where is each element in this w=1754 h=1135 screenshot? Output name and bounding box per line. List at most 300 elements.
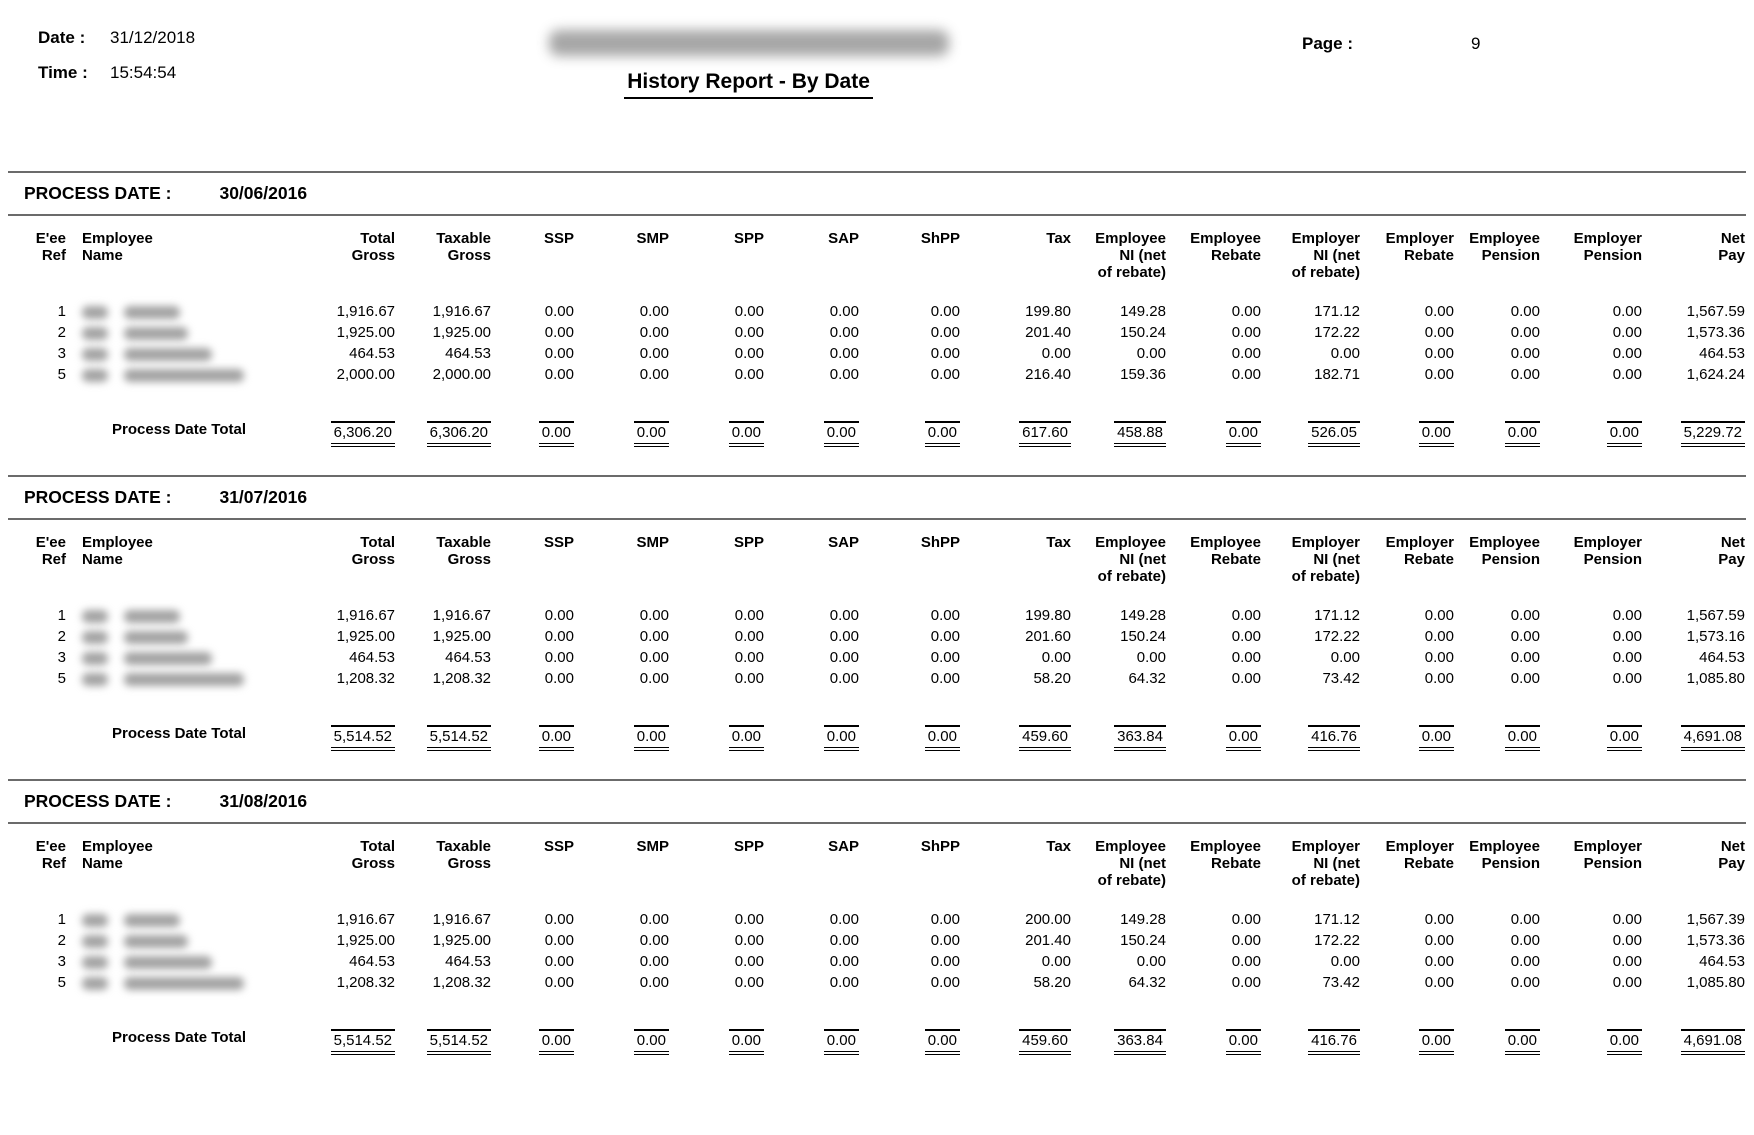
total-cell	[1071, 1029, 1166, 1055]
column-header-line: Taxable	[436, 230, 491, 247]
column-header-line: Pension	[1481, 247, 1540, 264]
total-value: 4,691.08	[1681, 1029, 1745, 1055]
column-header	[1454, 534, 1540, 585]
column-header	[8, 534, 78, 585]
name-blur	[82, 306, 108, 319]
column-header-line: ShPP	[920, 838, 960, 855]
cell: 64.32	[1128, 670, 1166, 687]
column-header-line: SAP	[828, 534, 859, 551]
name-blur	[124, 306, 180, 319]
employee-row	[8, 647, 1746, 668]
cell: 0.00	[544, 628, 574, 645]
cell: 0.00	[1041, 345, 1071, 362]
cell: 464.53	[1699, 345, 1745, 362]
name-blur	[124, 673, 244, 686]
column-header	[960, 838, 1071, 889]
column-header-line: Taxable	[436, 534, 491, 551]
name-blur	[124, 610, 180, 623]
total-cell	[574, 421, 669, 447]
cell: 0.00	[1510, 366, 1540, 383]
cell: 149.28	[1120, 607, 1166, 624]
cell: 0.00	[829, 953, 859, 970]
cell: 0.00	[1510, 324, 1540, 341]
total-cell	[1261, 1029, 1360, 1055]
cell: 0.00	[639, 670, 669, 687]
column-header	[8, 230, 78, 281]
total-cell	[669, 725, 764, 751]
cell: 150.24	[1120, 932, 1166, 949]
cell: 0.00	[1231, 366, 1261, 383]
cell: 0.00	[639, 932, 669, 949]
column-header	[574, 838, 669, 889]
column-header-line: Pay	[1718, 551, 1745, 568]
cell: 0.00	[1510, 974, 1540, 991]
column-header-line: Gross	[447, 551, 491, 568]
column-header	[764, 534, 859, 585]
column-header	[669, 230, 764, 281]
total-cell	[258, 421, 395, 447]
column-header-line: Rebate	[1403, 855, 1454, 872]
total-cell	[960, 421, 1071, 447]
employee-row	[8, 951, 1746, 972]
cell: 58.20	[1033, 670, 1071, 687]
column-header	[669, 838, 764, 889]
column-header-line: Total	[360, 534, 395, 551]
total-label: Process Date Total	[112, 1029, 246, 1046]
total-value: 0.00	[925, 421, 960, 447]
cell: 0.00	[1231, 911, 1261, 928]
cell: 0.00	[1510, 303, 1540, 320]
column-header	[258, 838, 395, 889]
total-cell	[764, 1029, 859, 1055]
column-header	[1540, 534, 1642, 585]
page-label: Page :	[1302, 34, 1354, 53]
cell: 464.53	[1699, 953, 1745, 970]
column-header	[78, 534, 258, 585]
date-label: Date :	[38, 28, 86, 47]
total-cell	[491, 1029, 574, 1055]
employee-row	[8, 626, 1746, 647]
total-value: 416.76	[1308, 725, 1360, 751]
cell: 0.00	[1330, 345, 1360, 362]
cell: 0.00	[1510, 345, 1540, 362]
column-header	[1454, 838, 1540, 889]
column-header	[395, 230, 491, 281]
cell: 1,916.67	[432, 911, 491, 928]
name-blur	[124, 956, 212, 969]
total-cell	[1166, 421, 1261, 447]
cell: 0.00	[930, 911, 960, 928]
column-header-line: Total	[360, 838, 395, 855]
cell: 1,208.32	[432, 974, 491, 991]
cell: 1,208.32	[336, 670, 395, 687]
employee-ref: 3	[57, 953, 66, 970]
cell: 464.53	[445, 345, 491, 362]
total-value: 0.00	[1505, 1029, 1540, 1055]
employee-rows	[8, 909, 1746, 993]
cell: 0.00	[544, 324, 574, 341]
total-cell	[960, 725, 1071, 751]
column-header-line: Rebate	[1403, 247, 1454, 264]
cell: 1,208.32	[432, 670, 491, 687]
cell: 0.00	[1424, 345, 1454, 362]
cell: 0.00	[1510, 670, 1540, 687]
column-header-line: SSP	[543, 230, 574, 247]
cell: 2,000.00	[336, 366, 395, 383]
name-blur	[124, 631, 188, 644]
total-value: 5,514.52	[427, 1029, 491, 1055]
column-header-row	[8, 230, 1746, 281]
column-header-line: NI (net	[1313, 247, 1360, 264]
column-header	[764, 838, 859, 889]
total-value: 0.00	[824, 725, 859, 751]
cell: 0.00	[1424, 628, 1454, 645]
cell: 464.53	[349, 649, 395, 666]
cell: 0.00	[1612, 345, 1642, 362]
cell: 0.00	[829, 607, 859, 624]
column-header	[1642, 230, 1745, 281]
column-header-row	[8, 838, 1746, 889]
total-cell	[1540, 1029, 1642, 1055]
column-header-line: SPP	[733, 230, 764, 247]
column-header-line: NI (net	[1119, 551, 1166, 568]
cell: 0.00	[544, 911, 574, 928]
column-header	[1360, 230, 1454, 281]
cell: 0.00	[829, 366, 859, 383]
column-header-line: ShPP	[920, 230, 960, 247]
cell: 0.00	[930, 303, 960, 320]
total-cell	[1360, 1029, 1454, 1055]
employee-row	[8, 930, 1746, 951]
employee-ref: 3	[57, 649, 66, 666]
cell: 0.00	[1612, 628, 1642, 645]
name-blur	[124, 977, 244, 990]
employee-row	[8, 343, 1746, 364]
cell: 0.00	[829, 974, 859, 991]
column-header-line: NI (net	[1313, 551, 1360, 568]
total-cell	[1166, 725, 1261, 751]
cell: 0.00	[1231, 607, 1261, 624]
column-header-line: SAP	[828, 838, 859, 855]
cell: 0.00	[734, 670, 764, 687]
name-blur	[124, 327, 188, 340]
cell: 0.00	[1231, 345, 1261, 362]
column-header	[1642, 534, 1745, 585]
total-value: 0.00	[1607, 421, 1642, 447]
cell: 0.00	[1424, 607, 1454, 624]
employee-name-redacted	[78, 930, 258, 951]
process-date-section	[8, 779, 1746, 1083]
column-header-line: Net	[1720, 838, 1745, 855]
total-cell	[574, 725, 669, 751]
cell: 0.00	[1041, 649, 1071, 666]
employee-name-redacted	[78, 322, 258, 343]
cell: 464.53	[1699, 649, 1745, 666]
cell: 0.00	[829, 345, 859, 362]
cell: 1,925.00	[336, 628, 395, 645]
employee-name-redacted	[78, 343, 258, 364]
column-header-row	[8, 534, 1746, 585]
date-row	[38, 28, 195, 48]
cell: 0.00	[829, 324, 859, 341]
column-header-line: Gross	[351, 247, 395, 264]
total-cell	[1540, 421, 1642, 447]
cell: 0.00	[1424, 303, 1454, 320]
date-time-block	[8, 28, 195, 98]
cell: 58.20	[1033, 974, 1071, 991]
employee-ref: 2	[57, 628, 66, 645]
report-header	[8, 26, 1746, 99]
cell: 0.00	[734, 628, 764, 645]
column-header	[1166, 534, 1261, 585]
name-blur	[82, 327, 108, 340]
column-header-line: Gross	[351, 551, 395, 568]
cell: 73.42	[1322, 974, 1360, 991]
cell: 0.00	[930, 649, 960, 666]
total-value: 0.00	[1226, 421, 1261, 447]
total-value: 0.00	[729, 1029, 764, 1055]
cell: 199.80	[1025, 607, 1071, 624]
total-cell	[1166, 1029, 1261, 1055]
total-cell	[1454, 725, 1540, 751]
column-header-line: Pension	[1583, 855, 1642, 872]
employee-name-redacted	[78, 647, 258, 668]
name-blur	[82, 610, 108, 623]
column-header	[78, 838, 258, 889]
employee-row	[8, 972, 1746, 993]
total-value: 0.00	[729, 725, 764, 751]
total-value: 0.00	[1226, 725, 1261, 751]
cell: 171.12	[1314, 607, 1360, 624]
total-cell	[1360, 725, 1454, 751]
column-header	[859, 230, 960, 281]
cell: 172.22	[1314, 932, 1360, 949]
cell: 0.00	[1612, 953, 1642, 970]
cell: 0.00	[544, 303, 574, 320]
total-cell	[1360, 421, 1454, 447]
total-value: 0.00	[824, 421, 859, 447]
column-header	[1454, 230, 1540, 281]
time-label: Time :	[38, 63, 88, 82]
column-header	[491, 838, 574, 889]
cell: 0.00	[1231, 324, 1261, 341]
column-header	[491, 230, 574, 281]
employee-row	[8, 322, 1746, 343]
total-value: 0.00	[1607, 725, 1642, 751]
cell: 0.00	[1612, 366, 1642, 383]
name-blur	[82, 369, 108, 382]
cell: 0.00	[734, 974, 764, 991]
column-header	[1166, 230, 1261, 281]
total-cell	[764, 421, 859, 447]
employee-row	[8, 364, 1746, 385]
cell: 172.22	[1314, 628, 1360, 645]
cell: 172.22	[1314, 324, 1360, 341]
employee-name-redacted	[78, 972, 258, 993]
process-date-heading	[8, 171, 1746, 216]
total-cell	[258, 725, 395, 751]
name-blur	[124, 369, 244, 382]
column-header-line: Total	[360, 230, 395, 247]
cell: 0.00	[1424, 911, 1454, 928]
employee-row	[8, 909, 1746, 930]
name-blur	[124, 914, 180, 927]
cell: 0.00	[639, 911, 669, 928]
column-header-line: Employer	[1385, 534, 1454, 551]
total-cell	[491, 725, 574, 751]
cell: 0.00	[930, 607, 960, 624]
column-header-line: Employer	[1573, 230, 1642, 247]
total-value: 0.00	[1505, 421, 1540, 447]
column-header	[859, 534, 960, 585]
total-value: 0.00	[1419, 421, 1454, 447]
cell: 0.00	[639, 974, 669, 991]
column-header-line: Name	[82, 855, 123, 872]
column-header-line: Tax	[1046, 838, 1071, 855]
column-header-line: Pension	[1583, 247, 1642, 264]
column-header	[960, 230, 1071, 281]
name-blur	[124, 652, 212, 665]
column-header-line: Tax	[1046, 230, 1071, 247]
name-blur	[82, 631, 108, 644]
cell: 1,567.39	[1686, 911, 1745, 928]
column-header	[1642, 838, 1745, 889]
cell: 464.53	[349, 953, 395, 970]
cell: 0.00	[734, 911, 764, 928]
cell: 0.00	[544, 366, 574, 383]
employee-name-redacted	[78, 951, 258, 972]
cell: 0.00	[544, 345, 574, 362]
page-value: 9	[1471, 34, 1481, 53]
total-cell	[1071, 725, 1166, 751]
total-value: 459.60	[1019, 1029, 1071, 1055]
employee-ref: 5	[57, 974, 66, 991]
cell: 149.28	[1120, 911, 1166, 928]
process-date-label: PROCESS DATE :	[24, 487, 172, 507]
column-header-line: E'ee	[35, 838, 66, 855]
column-header	[1071, 534, 1166, 585]
cell: 0.00	[1424, 324, 1454, 341]
cell: 0.00	[639, 303, 669, 320]
column-header	[669, 534, 764, 585]
cell: 200.00	[1025, 911, 1071, 928]
column-header-line: Employer	[1573, 838, 1642, 855]
cell: 0.00	[639, 628, 669, 645]
column-header	[1071, 838, 1166, 889]
column-header-line: Name	[82, 551, 123, 568]
cell: 149.28	[1120, 303, 1166, 320]
cell: 0.00	[1612, 974, 1642, 991]
total-value: 0.00	[824, 1029, 859, 1055]
column-header	[258, 534, 395, 585]
employee-name-redacted	[78, 626, 258, 647]
column-header-line: SPP	[733, 534, 764, 551]
cell: 0.00	[1510, 607, 1540, 624]
column-header-line: Ref	[41, 247, 66, 264]
name-blur	[82, 977, 108, 990]
cell: 0.00	[829, 911, 859, 928]
total-cell	[1642, 1029, 1745, 1055]
employee-name-redacted	[78, 909, 258, 930]
column-header-line: Employer	[1385, 230, 1454, 247]
total-value: 0.00	[634, 421, 669, 447]
total-cell	[764, 725, 859, 751]
column-header-line: Employee	[1469, 838, 1540, 855]
column-header	[1360, 534, 1454, 585]
employee-row	[8, 668, 1746, 689]
total-value: 416.76	[1308, 1029, 1360, 1055]
cell: 0.00	[829, 628, 859, 645]
report-title: History Report - By Date	[624, 70, 873, 99]
total-cell	[395, 1029, 491, 1055]
column-header-line: SMP	[636, 230, 669, 247]
title-block	[195, 28, 1302, 99]
total-value: 5,514.52	[427, 725, 491, 751]
cell: 201.40	[1025, 324, 1071, 341]
total-value: 0.00	[634, 1029, 669, 1055]
cell: 0.00	[1424, 932, 1454, 949]
cell: 0.00	[1510, 932, 1540, 949]
cell: 73.42	[1322, 670, 1360, 687]
total-cell	[258, 1029, 395, 1055]
cell: 0.00	[1510, 911, 1540, 928]
column-header-line: Ref	[41, 551, 66, 568]
column-header-line: Ref	[41, 855, 66, 872]
cell: 0.00	[734, 345, 764, 362]
time-value: 15:54:54	[110, 63, 177, 82]
cell: 1,916.67	[336, 303, 395, 320]
name-blur	[82, 348, 108, 361]
company-name-redacted	[549, 30, 949, 56]
total-cell	[1261, 421, 1360, 447]
cell: 0.00	[930, 324, 960, 341]
cell: 1,916.67	[432, 607, 491, 624]
total-row	[8, 1029, 1746, 1055]
cell: 0.00	[1612, 932, 1642, 949]
employee-name-redacted	[78, 668, 258, 689]
cell: 0.00	[1612, 911, 1642, 928]
cell: 0.00	[1612, 303, 1642, 320]
cell: 0.00	[734, 324, 764, 341]
total-row	[8, 725, 1746, 751]
column-header	[8, 838, 78, 889]
cell: 0.00	[544, 649, 574, 666]
cell: 0.00	[734, 953, 764, 970]
cell: 0.00	[734, 932, 764, 949]
column-header-line: Employee	[1190, 230, 1261, 247]
cell: 0.00	[1424, 953, 1454, 970]
employee-ref: 1	[57, 303, 66, 320]
total-cell	[859, 421, 960, 447]
column-header-line: Employer	[1385, 838, 1454, 855]
cell: 0.00	[1231, 628, 1261, 645]
total-cell	[669, 421, 764, 447]
column-header-line: of rebate)	[1097, 872, 1166, 889]
cell: 0.00	[734, 607, 764, 624]
column-header-line: Employee	[82, 838, 153, 855]
total-value: 4,691.08	[1681, 725, 1745, 751]
cell: 199.80	[1025, 303, 1071, 320]
total-value: 6,306.20	[427, 421, 491, 447]
cell: 0.00	[1136, 953, 1166, 970]
employee-ref: 2	[57, 324, 66, 341]
total-value: 0.00	[1607, 1029, 1642, 1055]
column-header-line: Tax	[1046, 534, 1071, 551]
column-header-line: Employee	[1095, 838, 1166, 855]
cell: 0.00	[829, 670, 859, 687]
time-row	[38, 63, 195, 83]
column-header-line: Pension	[1481, 855, 1540, 872]
